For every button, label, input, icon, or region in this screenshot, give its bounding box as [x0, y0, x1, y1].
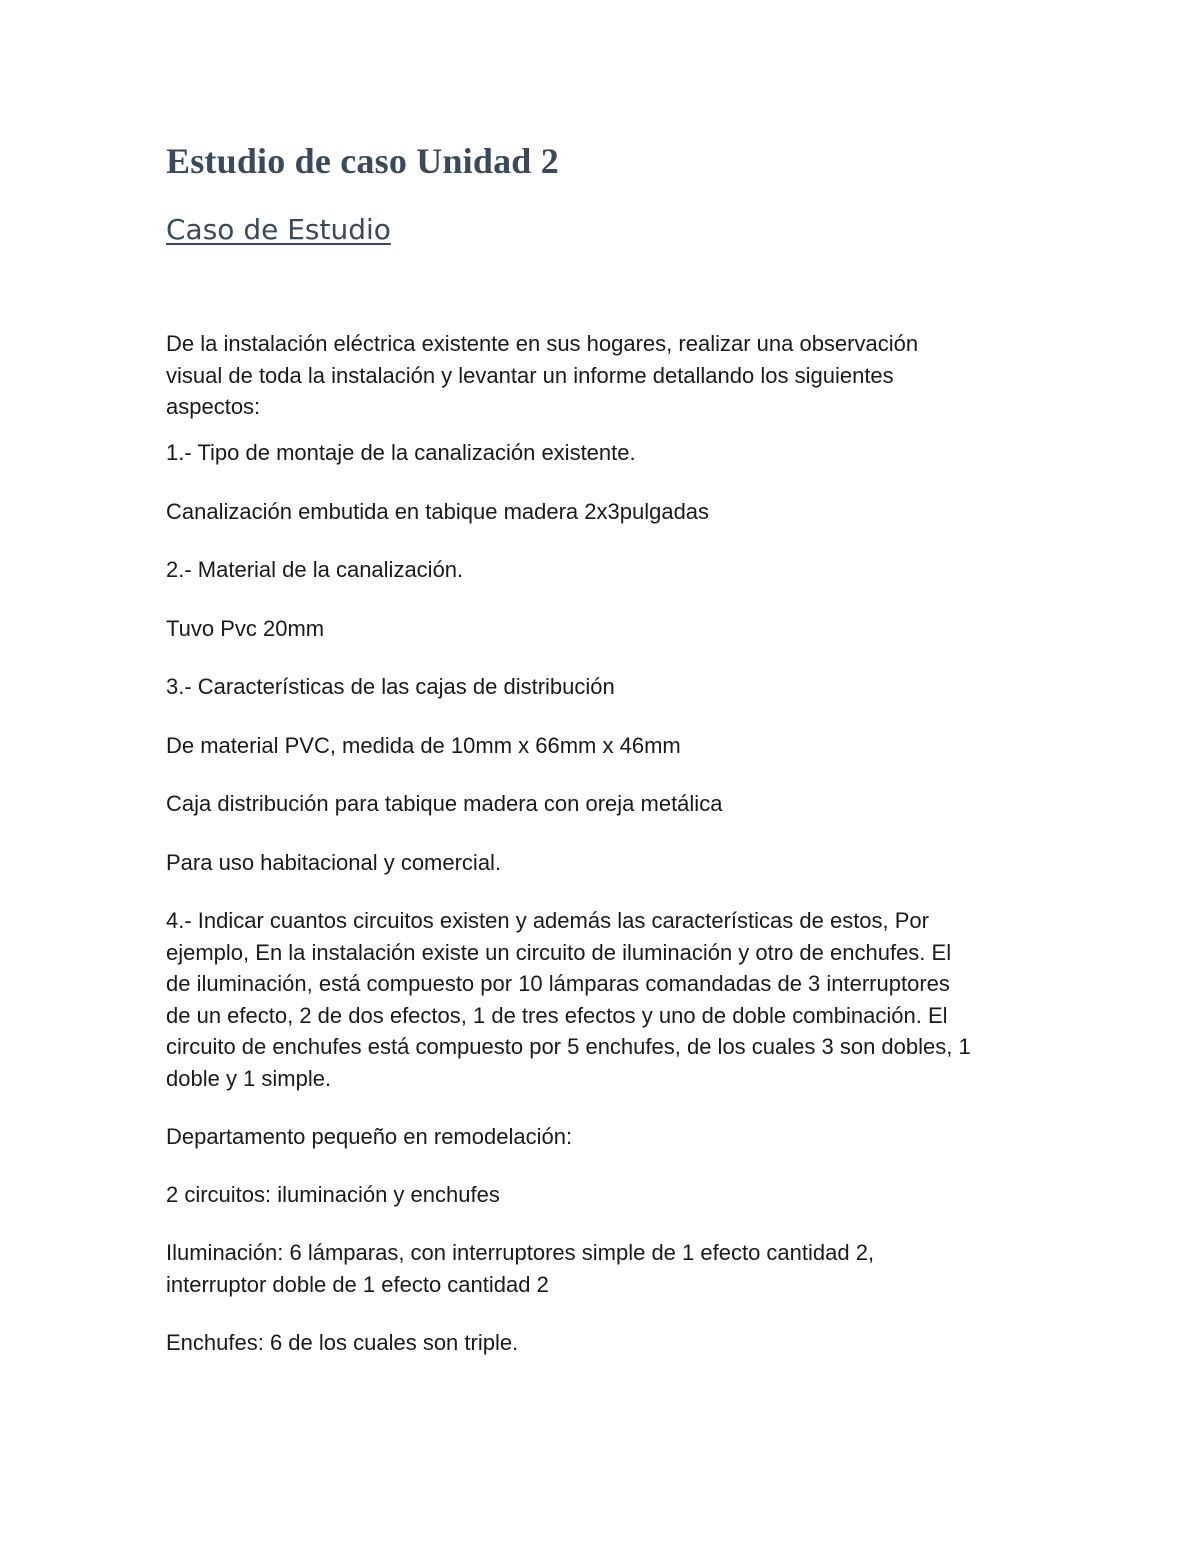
question-3: 3.- Características de las cajas de distribución [166, 674, 615, 699]
answer-3-use: Para uso habitacional y comercial. [166, 850, 502, 875]
answer-4-lighting-line: Iluminación: 6 lámparas, con interruptores simple de 1 efecto cantidad 2, [166, 1240, 875, 1265]
answer-4-intro: Departamento pequeño en remodelación: [166, 1124, 573, 1149]
question-4 [166, 905, 1046, 1094]
intro-line: De la instalación eléctrica existente en sus hogares, realizar una observación [166, 331, 919, 356]
document-title: Estudio de caso Unidad 2 [166, 141, 559, 181]
answer-4-lighting [166, 1237, 1046, 1300]
question-1: 1.- Tipo de montaje de la canalización existente. [166, 440, 636, 465]
answer-2: Tuvo Pvc 20mm [166, 616, 325, 641]
question-4-line: circuito de enchufes está compuesto por 5 enchufes, de los cuales 3 son dobles, 1 [166, 1034, 971, 1059]
intro-line: aspectos: [166, 394, 261, 419]
document-subtitle: Caso de Estudio [166, 213, 391, 246]
intro-line: visual de toda la instalación y levantar un informe detallando los siguientes [166, 362, 894, 388]
answer-4-outlets: Enchufes: 6 de los cuales son triple. [166, 1330, 519, 1355]
question-4-line: 4.- Indicar cuantos circuitos existen y además las características de estos, Por [166, 908, 929, 933]
question-2: 2.- Material de la canalización. [166, 557, 464, 582]
answer-3-material: De material PVC, medida de 10mm x 66mm x 46mm [166, 733, 681, 758]
intro-paragraph [166, 328, 1046, 423]
question-4-line: de un efecto, 2 de dos efectos, 1 de tres efectos y uno de doble combinación. El [166, 1002, 948, 1028]
question-4-line: doble y 1 simple. [166, 1065, 332, 1091]
answer-4-lighting-line: interruptor doble de 1 efecto cantidad 2 [166, 1271, 549, 1297]
answer-4-circuits: 2 circuitos: iluminación y enchufes [166, 1182, 500, 1207]
answer-1: Canalización embutida en tabique madera 2x3pulgadas [166, 499, 710, 524]
answer-3-box: Caja distribución para tabique madera con oreja metálica [166, 791, 723, 816]
question-4-line: de iluminación, está compuesto por 10 lámparas comandadas de 3 interruptores [166, 971, 950, 996]
question-4-line: ejemplo, En la instalación existe un circuito de iluminación y otro de enchufes. El [166, 939, 952, 965]
